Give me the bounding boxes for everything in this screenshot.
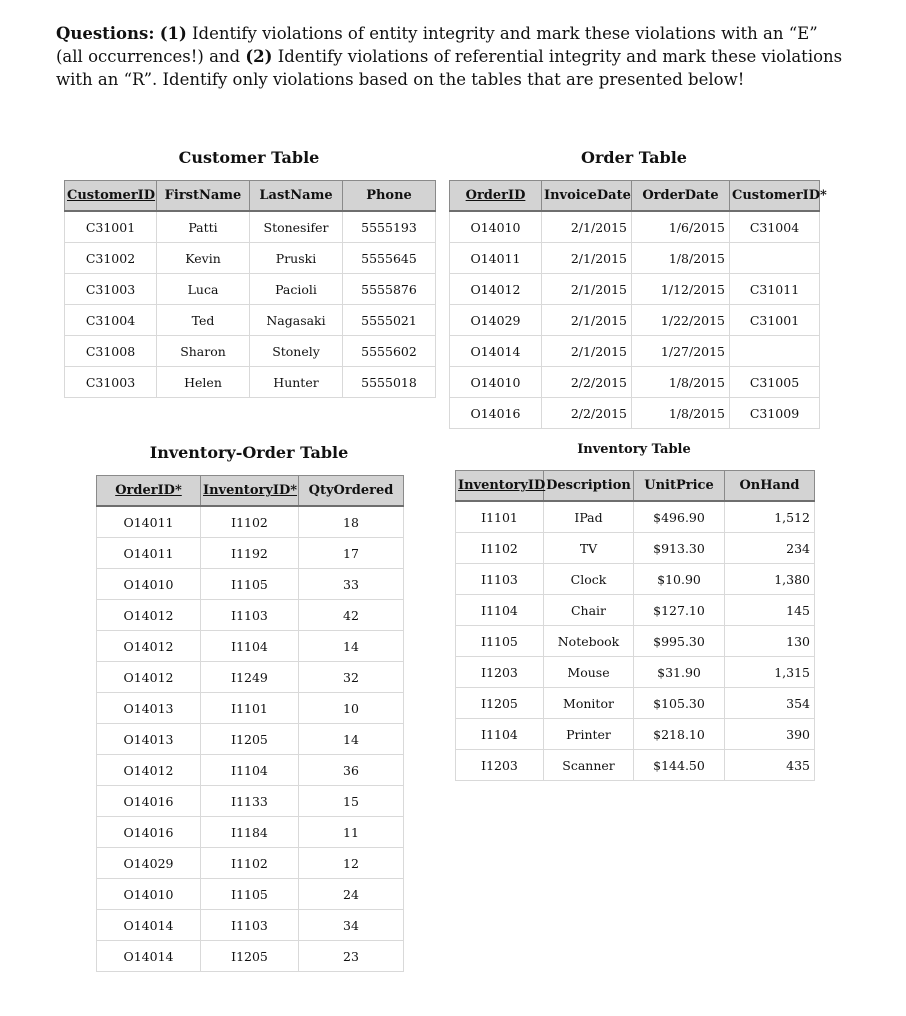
table-row (456, 719, 815, 750)
qty-ordered-cell: 34 (299, 910, 404, 941)
order-id-cell: O14014 (450, 336, 542, 367)
header-last-name: LastName (250, 181, 343, 212)
table-row (65, 211, 436, 243)
table-row (456, 750, 815, 781)
unit-price-cell: $105.30 (634, 688, 725, 719)
last-name-cell: Pruski (250, 243, 343, 274)
table-row (97, 848, 404, 879)
table-row (456, 688, 815, 719)
last-name-cell: Stonesifer (250, 211, 343, 243)
inventory-id-cell: I1203 (456, 657, 544, 688)
table-row (97, 755, 404, 786)
order-date-cell: 1/8/2015 (632, 398, 730, 429)
order-id-fk-cell: O14011 (97, 506, 201, 538)
description-cell: Scanner (544, 750, 634, 781)
qty-ordered-cell: 11 (299, 817, 404, 848)
inventory-id-fk-cell: I1102 (201, 506, 299, 538)
customer-id-fk-cell (730, 336, 820, 367)
order-date-cell: 1/8/2015 (632, 243, 730, 274)
question-text (56, 22, 846, 91)
invoice-date-cell: 2/1/2015 (542, 243, 632, 274)
invoice-date-cell: 2/1/2015 (542, 305, 632, 336)
invoice-date-cell: 2/1/2015 (542, 274, 632, 305)
header-invoice-date: InvoiceDate (542, 181, 632, 212)
description-cell: IPad (544, 501, 634, 533)
order-id-fk-cell: O14029 (97, 848, 201, 879)
table-row (97, 941, 404, 972)
order-id-cell: O14011 (450, 243, 542, 274)
table-row (97, 910, 404, 941)
order-id-cell: O14012 (450, 274, 542, 305)
order-id-fk-cell: O14010 (97, 569, 201, 600)
order-id-fk-cell: O14016 (97, 817, 201, 848)
order-id-fk-cell: O14014 (97, 941, 201, 972)
header-customer-id-fk: CustomerID* (730, 181, 820, 212)
order-date-cell: 1/12/2015 (632, 274, 730, 305)
header-unit-price: UnitPrice (634, 471, 725, 502)
qty-ordered-cell: 42 (299, 600, 404, 631)
customer-id-fk-cell: C31011 (730, 274, 820, 305)
invoice-date-cell: 2/1/2015 (542, 336, 632, 367)
table-row (97, 631, 404, 662)
header-order-id-fk: OrderID* (97, 476, 201, 507)
inventory-id-cell: I1105 (456, 626, 544, 657)
inventory-id-cell: I1102 (456, 533, 544, 564)
order-id-cell: O14016 (450, 398, 542, 429)
customer-id-fk-cell: C31001 (730, 305, 820, 336)
customer-id-fk-cell (730, 243, 820, 274)
qty-ordered-cell: 12 (299, 848, 404, 879)
table-row (97, 817, 404, 848)
inventory-id-cell: I1104 (456, 719, 544, 750)
question-part2-text: Identify violations of referential integrity and mark these violations with an “R”. Identify only violations based on the tables that are presented below! (56, 47, 843, 89)
question-label: Questions: (56, 24, 155, 43)
order-table-title: Order Table (581, 148, 687, 167)
on-hand-cell: 435 (725, 750, 815, 781)
order-id-fk-cell: O14016 (97, 786, 201, 817)
on-hand-cell: 130 (725, 626, 815, 657)
unit-price-cell: $995.30 (634, 626, 725, 657)
order-id-fk-cell: O14014 (97, 910, 201, 941)
qty-ordered-cell: 32 (299, 662, 404, 693)
customer-table-title: Customer Table (178, 148, 320, 167)
header-customer-id: CustomerID (65, 181, 157, 212)
invoice-date-cell: 2/1/2015 (542, 211, 632, 243)
qty-ordered-cell: 17 (299, 538, 404, 569)
customer-id-cell: C31003 (65, 367, 157, 398)
table-row (450, 398, 820, 429)
qty-ordered-cell: 24 (299, 879, 404, 910)
description-cell: Notebook (544, 626, 634, 657)
order-date-cell: 1/8/2015 (632, 367, 730, 398)
table-row (65, 274, 436, 305)
table-row (97, 600, 404, 631)
inventory-id-fk-cell: I1104 (201, 755, 299, 786)
question-part2-number: (2) (245, 47, 273, 66)
first-name-cell: Patti (157, 211, 250, 243)
table-row (450, 274, 820, 305)
table-row (65, 305, 436, 336)
inventory-id-cell: I1104 (456, 595, 544, 626)
description-cell: TV (544, 533, 634, 564)
inventory-id-fk-cell: I1103 (201, 600, 299, 631)
customer-id-cell: C31002 (65, 243, 157, 274)
table-row (97, 786, 404, 817)
header-phone: Phone (343, 181, 436, 212)
order-id-fk-cell: O14013 (97, 693, 201, 724)
phone-cell: 5555018 (343, 367, 436, 398)
question-part1-text: Identify violations of entity integrity and mark these violations with an “E” (all occurrences!) and (56, 24, 818, 66)
inventory-id-fk-cell: I1184 (201, 817, 299, 848)
table-row (97, 569, 404, 600)
on-hand-cell: 1,512 (725, 501, 815, 533)
first-name-cell: Helen (157, 367, 250, 398)
qty-ordered-cell: 33 (299, 569, 404, 600)
table-row (450, 305, 820, 336)
qty-ordered-cell: 14 (299, 724, 404, 755)
unit-price-cell: $127.10 (634, 595, 725, 626)
inventory-id-fk-cell: I1205 (201, 724, 299, 755)
order-id-fk-cell: O14012 (97, 631, 201, 662)
phone-cell: 5555876 (343, 274, 436, 305)
order-date-cell: 1/6/2015 (632, 211, 730, 243)
unit-price-cell: $218.10 (634, 719, 725, 750)
on-hand-cell: 354 (725, 688, 815, 719)
on-hand-cell: 1,315 (725, 657, 815, 688)
table-row (65, 367, 436, 398)
first-name-cell: Kevin (157, 243, 250, 274)
header-order-id: OrderID (450, 181, 542, 212)
order-id-fk-cell: O14013 (97, 724, 201, 755)
inventory-id-fk-cell: I1103 (201, 910, 299, 941)
inventory-table (455, 470, 815, 781)
customer-id-cell: C31001 (65, 211, 157, 243)
table-row (450, 243, 820, 274)
customer-id-cell: C31008 (65, 336, 157, 367)
unit-price-cell: $913.30 (634, 533, 725, 564)
table-row (456, 564, 815, 595)
inventory-id-cell: I1203 (456, 750, 544, 781)
order-id-fk-cell: O14011 (97, 538, 201, 569)
qty-ordered-cell: 23 (299, 941, 404, 972)
qty-ordered-cell: 36 (299, 755, 404, 786)
unit-price-cell: $144.50 (634, 750, 725, 781)
table-row (97, 538, 404, 569)
on-hand-cell: 234 (725, 533, 815, 564)
first-name-cell: Sharon (157, 336, 250, 367)
customer-id-cell: C31003 (65, 274, 157, 305)
invoice-date-cell: 2/2/2015 (542, 367, 632, 398)
inventory-id-fk-cell: I1249 (201, 662, 299, 693)
phone-cell: 5555645 (343, 243, 436, 274)
order-id-cell: O14010 (450, 367, 542, 398)
table-row (450, 336, 820, 367)
customer-id-fk-cell: C31009 (730, 398, 820, 429)
table-row (456, 626, 815, 657)
inventory-id-fk-cell: I1105 (201, 569, 299, 600)
last-name-cell: Nagasaki (250, 305, 343, 336)
header-description: Description (544, 471, 634, 502)
table-row (450, 367, 820, 398)
order-id-cell: O14029 (450, 305, 542, 336)
header-first-name: FirstName (157, 181, 250, 212)
table-row (450, 211, 820, 243)
table-row (97, 879, 404, 910)
last-name-cell: Hunter (250, 367, 343, 398)
table-row (65, 243, 436, 274)
qty-ordered-cell: 15 (299, 786, 404, 817)
order-id-fk-cell: O14012 (97, 662, 201, 693)
table-row (97, 506, 404, 538)
order-date-cell: 1/27/2015 (632, 336, 730, 367)
table-row (456, 657, 815, 688)
table-row (456, 533, 815, 564)
header-order-date: OrderDate (632, 181, 730, 212)
inventory-id-cell: I1103 (456, 564, 544, 595)
qty-ordered-cell: 10 (299, 693, 404, 724)
table-row (97, 662, 404, 693)
order-id-fk-cell: O14012 (97, 755, 201, 786)
question-part1-number: (1) (159, 24, 187, 43)
customer-id-fk-cell: C31004 (730, 211, 820, 243)
description-cell: Monitor (544, 688, 634, 719)
phone-cell: 5555602 (343, 336, 436, 367)
inventory-id-fk-cell: I1133 (201, 786, 299, 817)
unit-price-cell: $496.90 (634, 501, 725, 533)
inventory-order-table-title: Inventory-Order Table (149, 443, 349, 462)
last-name-cell: Stonely (250, 336, 343, 367)
inventory-id-fk-cell: I1205 (201, 941, 299, 972)
unit-price-cell: $10.90 (634, 564, 725, 595)
header-inventory-id-fk: InventoryID* (201, 476, 299, 507)
header-inventory-id: InventoryID (456, 471, 544, 502)
invoice-date-cell: 2/2/2015 (542, 398, 632, 429)
table-row (97, 693, 404, 724)
description-cell: Printer (544, 719, 634, 750)
table-row (97, 724, 404, 755)
inventory-id-fk-cell: I1104 (201, 631, 299, 662)
inventory-id-fk-cell: I1192 (201, 538, 299, 569)
description-cell: Clock (544, 564, 634, 595)
on-hand-cell: 1,380 (725, 564, 815, 595)
unit-price-cell: $31.90 (634, 657, 725, 688)
order-id-fk-cell: O14012 (97, 600, 201, 631)
inventory-table-title: Inventory Table (577, 442, 691, 457)
order-id-cell: O14010 (450, 211, 542, 243)
inventory-id-cell: I1101 (456, 501, 544, 533)
description-cell: Mouse (544, 657, 634, 688)
table-row (456, 595, 815, 626)
order-date-cell: 1/22/2015 (632, 305, 730, 336)
last-name-cell: Pacioli (250, 274, 343, 305)
qty-ordered-cell: 14 (299, 631, 404, 662)
inventory-id-fk-cell: I1101 (201, 693, 299, 724)
phone-cell: 5555193 (343, 211, 436, 243)
inventory-id-fk-cell: I1105 (201, 879, 299, 910)
on-hand-cell: 390 (725, 719, 815, 750)
inventory-id-cell: I1205 (456, 688, 544, 719)
phone-cell: 5555021 (343, 305, 436, 336)
header-on-hand: OnHand (725, 471, 815, 502)
order-table (449, 180, 827, 429)
table-row (65, 336, 436, 367)
customer-id-cell: C31004 (65, 305, 157, 336)
inventory-id-fk-cell: I1102 (201, 848, 299, 879)
description-cell: Chair (544, 595, 634, 626)
customer-id-fk-cell: C31005 (730, 367, 820, 398)
inventory-order-table (96, 475, 404, 972)
on-hand-cell: 145 (725, 595, 815, 626)
first-name-cell: Ted (157, 305, 250, 336)
first-name-cell: Luca (157, 274, 250, 305)
order-id-fk-cell: O14010 (97, 879, 201, 910)
table-row (456, 501, 815, 533)
customer-table (64, 180, 436, 398)
qty-ordered-cell: 18 (299, 506, 404, 538)
header-qty-ordered: QtyOrdered (299, 476, 404, 507)
